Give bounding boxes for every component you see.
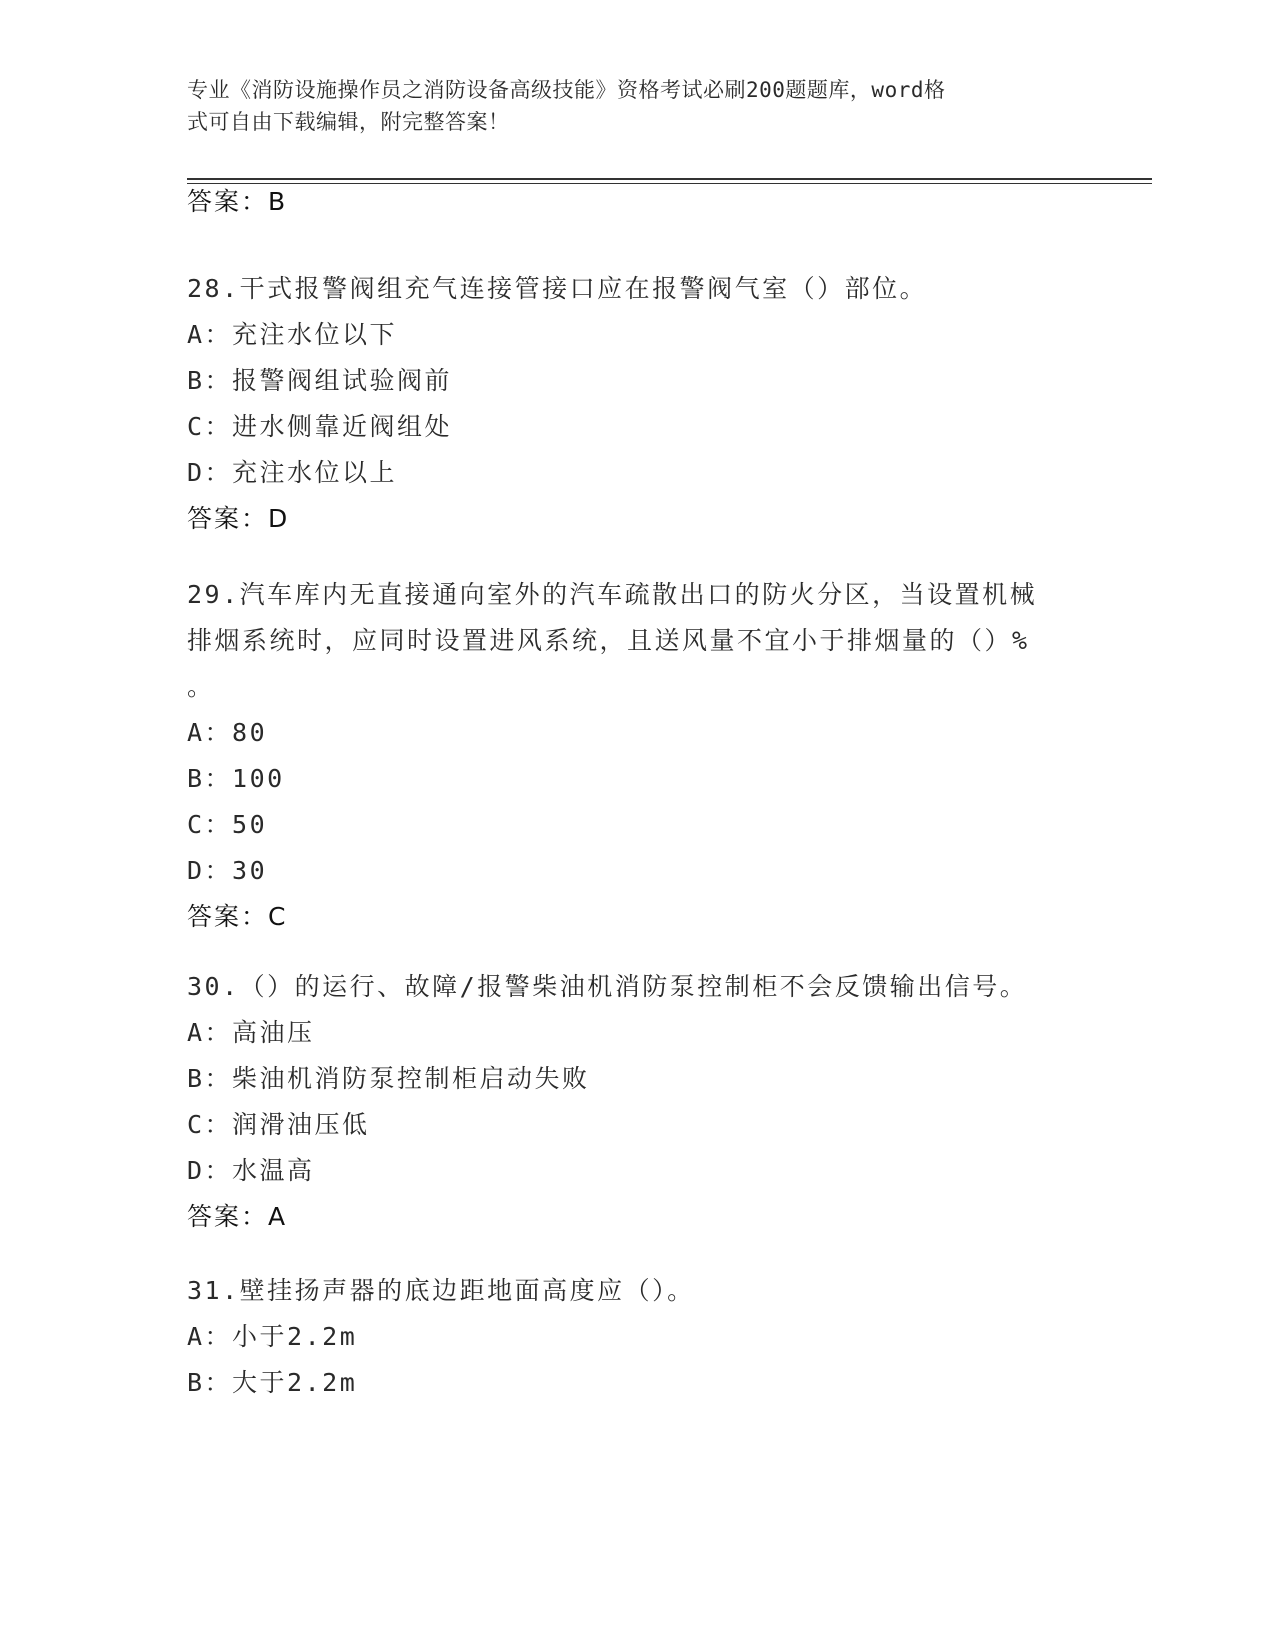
answer-label: 答案：B — [187, 187, 288, 216]
previous-answer-block — [187, 179, 1087, 225]
question-stem: 28.干式报警阀组充气连接管接口应在报警阀气室（）部位。 — [187, 274, 928, 303]
question-31 — [187, 1268, 1087, 1406]
option-c: C：50 — [187, 810, 268, 839]
question-stem-line-1: 29.汽车库内无直接通向室外的汽车疏散出口的防火分区，当设置机械 — [187, 580, 1038, 609]
question-28 — [187, 266, 1087, 542]
option-b: B：报警阀组试验阀前 — [187, 366, 453, 395]
question-stem: 30.（）的运行、故障/报警柴油机消防泵控制柜不会反馈输出信号。 — [187, 972, 1028, 1001]
question-stem-line-3: 。 — [187, 672, 215, 701]
document-header-note — [187, 74, 1067, 138]
option-b: B：柴油机消防泵控制柜启动失败 — [187, 1064, 590, 1093]
question-30 — [187, 964, 1087, 1240]
option-b: B：100 — [187, 764, 285, 793]
option-a: A：充注水位以下 — [187, 320, 398, 349]
answer-label: 答案：D — [187, 504, 290, 533]
question-29 — [187, 572, 1087, 940]
option-a: A：高油压 — [187, 1018, 315, 1047]
option-a: A：小于2.2m — [187, 1322, 358, 1351]
option-c: C：润滑油压低 — [187, 1110, 370, 1139]
option-d: D：充注水位以上 — [187, 458, 398, 487]
option-d: D：30 — [187, 856, 268, 885]
header-line-2: 式可自由下载编辑，附完整答案！ — [187, 110, 510, 134]
answer-label: 答案：C — [187, 902, 288, 931]
header-line-1: 专业《消防设施操作员之消防设备高级技能》资格考试必刷200题题库，word格 — [187, 78, 946, 102]
question-stem: 31.壁挂扬声器的底边距地面高度应（）。 — [187, 1276, 695, 1305]
option-b: B：大于2.2m — [187, 1368, 358, 1397]
option-d: D：水温高 — [187, 1156, 315, 1185]
question-stem-line-2: 排烟系统时，应同时设置进风系统，且送风量不宜小于排烟量的（）% — [187, 626, 1030, 655]
answer-label: 答案：A — [187, 1202, 288, 1231]
option-a: A：80 — [187, 718, 268, 747]
option-c: C：进水侧靠近阀组处 — [187, 412, 453, 441]
